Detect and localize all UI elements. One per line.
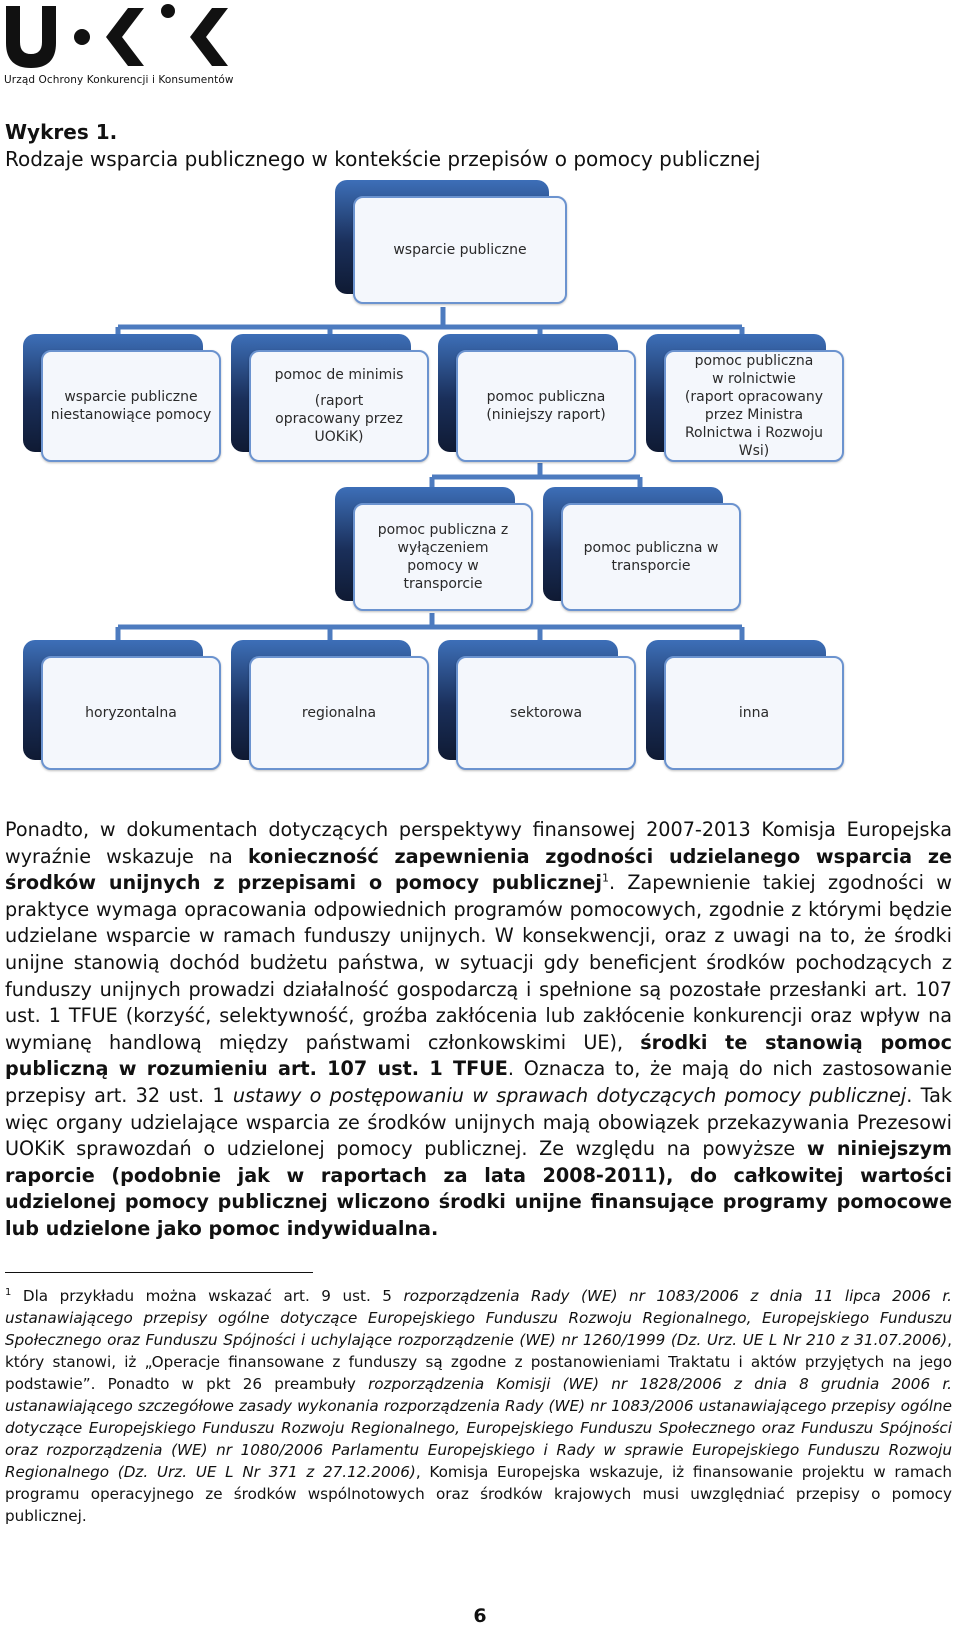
chart-node-level1-2 xyxy=(438,334,636,462)
node-label: wsparcie publiczne xyxy=(393,242,527,258)
footnote-number: 1 xyxy=(5,1286,12,1298)
node-note: (raport opracowany przez UOKiK) xyxy=(275,393,403,445)
node-note: (raport opracowany przez Ministra Rolnictwa i Rozwoju Wsi) xyxy=(684,389,824,459)
footnote-text: , który stanowi, iż „Operacje finansowane z funduszy są zgodne z postanowieniami Traktatu i aktów przyjętych na jego podstawie”. Ponadto w pkt 26 preambuły xyxy=(5,1331,952,1393)
body-paragraph xyxy=(5,817,952,1243)
body-text: Ponadto, w dokumentach dotyczących perspektywy finansowej 2007-2013 Komisja Europejska wyraźnie wskazuje na xyxy=(5,818,952,868)
node-front xyxy=(249,656,429,770)
body-text: . Zapewnienie takiej zgodności w praktyce wymaga opracowania odpowiednich programów pomocowych, zgodnie z którymi będzie udzielane wsparcie w ramach funduszy unijnych. W konsekwencji, oraz z uwagi na to, że środki unijne stanowią dochód budżetu państwa, w sytuacji gdy beneficjent środków pochodzących z funduszy unijnych prowadzi działalność gospodarczą i spełnione są pozostałe przesłanki art. 107 ust. 1 TFUE (korzyść, selektywność, groźba zakłócenia lub zakłócenie konkurencji oraz wpływ na wymianę handlową między państwami członkowskimi UE), xyxy=(5,871,952,1054)
footnote-text: Dla przykładu można wskazać art. 9 ust. 5 xyxy=(11,1287,404,1305)
node-label: pomoc publiczna z wyłączeniem pomocy w transporcie xyxy=(377,522,509,592)
uokik-logo-mark xyxy=(4,2,244,74)
footnote-text: , Komisja Europejska wskazuje, iż finansowanie projektu w ramach programu operacyjnego ze środków wspólnotowych oraz środków krajowych musi uwzględniać przepisy o pomocy publicznej. xyxy=(5,1463,952,1525)
body-bold-text: środki te stanowią pomoc publiczną w rozumieniu art. 107 ust. 1 TFUE xyxy=(5,1030,952,1081)
node-label-line2: w rolnictwie xyxy=(712,371,796,387)
node-front xyxy=(561,503,741,611)
chart-node-level1-1 xyxy=(231,334,429,462)
body-bold-text: w niniejszym raporcie (podobnie jak w raportach za lata 2008-2011), do całkowitej wartości udzielonej pomocy publicznej wliczono środki unijne finansujące programy pomocowe lub udzielone jako pomoc indywidualna. xyxy=(5,1137,953,1240)
node-label: sektorowa xyxy=(509,705,583,721)
chart-node-level3-3 xyxy=(646,640,844,770)
chart-node-level3-0 xyxy=(23,640,221,770)
footnote xyxy=(5,1285,952,1527)
node-front xyxy=(41,350,221,462)
node-front xyxy=(353,503,533,611)
chart-node-level1-0 xyxy=(23,334,221,462)
logo-caption: Urząd Ochrony Konkurencji i Konsumentów xyxy=(4,74,234,86)
page-number: 6 xyxy=(473,1605,487,1627)
body-bold-text: konieczność zapewnienia zgodności udzielanego wsparcia ze środków unijnych z przepisami o pomocy publicznej xyxy=(5,844,952,895)
footnote-separator xyxy=(5,1272,313,1273)
body-text: . Tak więc organy udzielające wsparcia ze środków unijnych mają obowiązek przekazywania Prezesowi UOKiK sprawozdań o udzielonej pomocy publicznej. Ze względu na powyższe xyxy=(5,1083,952,1161)
chart-node-level2-0 xyxy=(335,487,533,611)
node-label: pomoc publiczna xyxy=(486,389,606,405)
node-front xyxy=(456,656,636,770)
body-text: . Oznacza to, że mają do nich zastosowanie przepisy art. 32 ust. 1 xyxy=(5,1057,952,1107)
figure-title: Rodzaje wsparcia publicznego w kontekście przepisów o pomocy publicznej xyxy=(5,147,761,171)
node-front xyxy=(456,350,636,462)
footnote-italic-text: rozporządzenia Komisji (WE) nr 1828/2006 z dnia 8 grudnia 2006 r. ustanawiającego szczegółowe zasady wykonania rozporządzenia Rady (WE) nr 1083/2006 ustanawiającego przepisy ogólne dotyczące Europejskiego Funduszu Rozwoju Regionalnego, Europejskiego Funduszu Społecznego oraz Funduszu Spójności oraz rozporządzenia (WE) nr 1080/2006 Parlamentu Europejskiego i Rady w sprawie Europejskiego Funduszu Rozwoju Regionalnego (Dz. Urz. UE L Nr 371 z 27.12.2006) xyxy=(5,1375,953,1481)
node-front xyxy=(249,350,429,462)
chart-node-level2-1 xyxy=(543,487,741,611)
chart-node-level1-3 xyxy=(646,334,844,462)
node-label: horyzontalna xyxy=(85,705,177,721)
chart-node-root xyxy=(335,180,567,304)
chart-node-level3-2 xyxy=(438,640,636,770)
node-label: pomoc de minimis xyxy=(274,367,404,383)
node-label: pomoc publiczna w transporcie xyxy=(583,540,719,574)
node-front xyxy=(664,350,844,462)
chart-node-level3-1 xyxy=(231,640,429,770)
node-front xyxy=(353,196,567,304)
node-label: pomoc publiczna xyxy=(694,353,814,369)
node-label: wsparcie publiczne xyxy=(64,389,198,405)
node-label: inna xyxy=(738,705,770,721)
node-front xyxy=(41,656,221,770)
node-label-line2: (niniejszy raport) xyxy=(486,407,606,423)
figure-label: Wykres 1. xyxy=(5,120,118,144)
footnote-reference[interactable]: 1 xyxy=(601,871,609,885)
org-chart xyxy=(0,185,960,810)
node-label: regionalna xyxy=(301,705,377,721)
node-front xyxy=(664,656,844,770)
body-italic-text: ustawy o postępowaniu w sprawach dotyczących pomocy publicznej xyxy=(232,1083,907,1107)
node-label-line2: niestanowiące pomocy xyxy=(50,407,212,423)
footnote-italic-text: rozporządzenia Rady (WE) nr 1083/2006 z dnia 11 lipca 2006 r. ustanawiającego przepisy ogólne dotyczące Europejskiego Funduszu Rozwoju Regionalnego, Europejskiego Funduszu Społecznego oraz Funduszu Spójności i uchylające rozporządzenie (WE) nr 1260/1999 (Dz. Urz. UE L Nr 210 z 31.07.2006) xyxy=(5,1287,953,1349)
